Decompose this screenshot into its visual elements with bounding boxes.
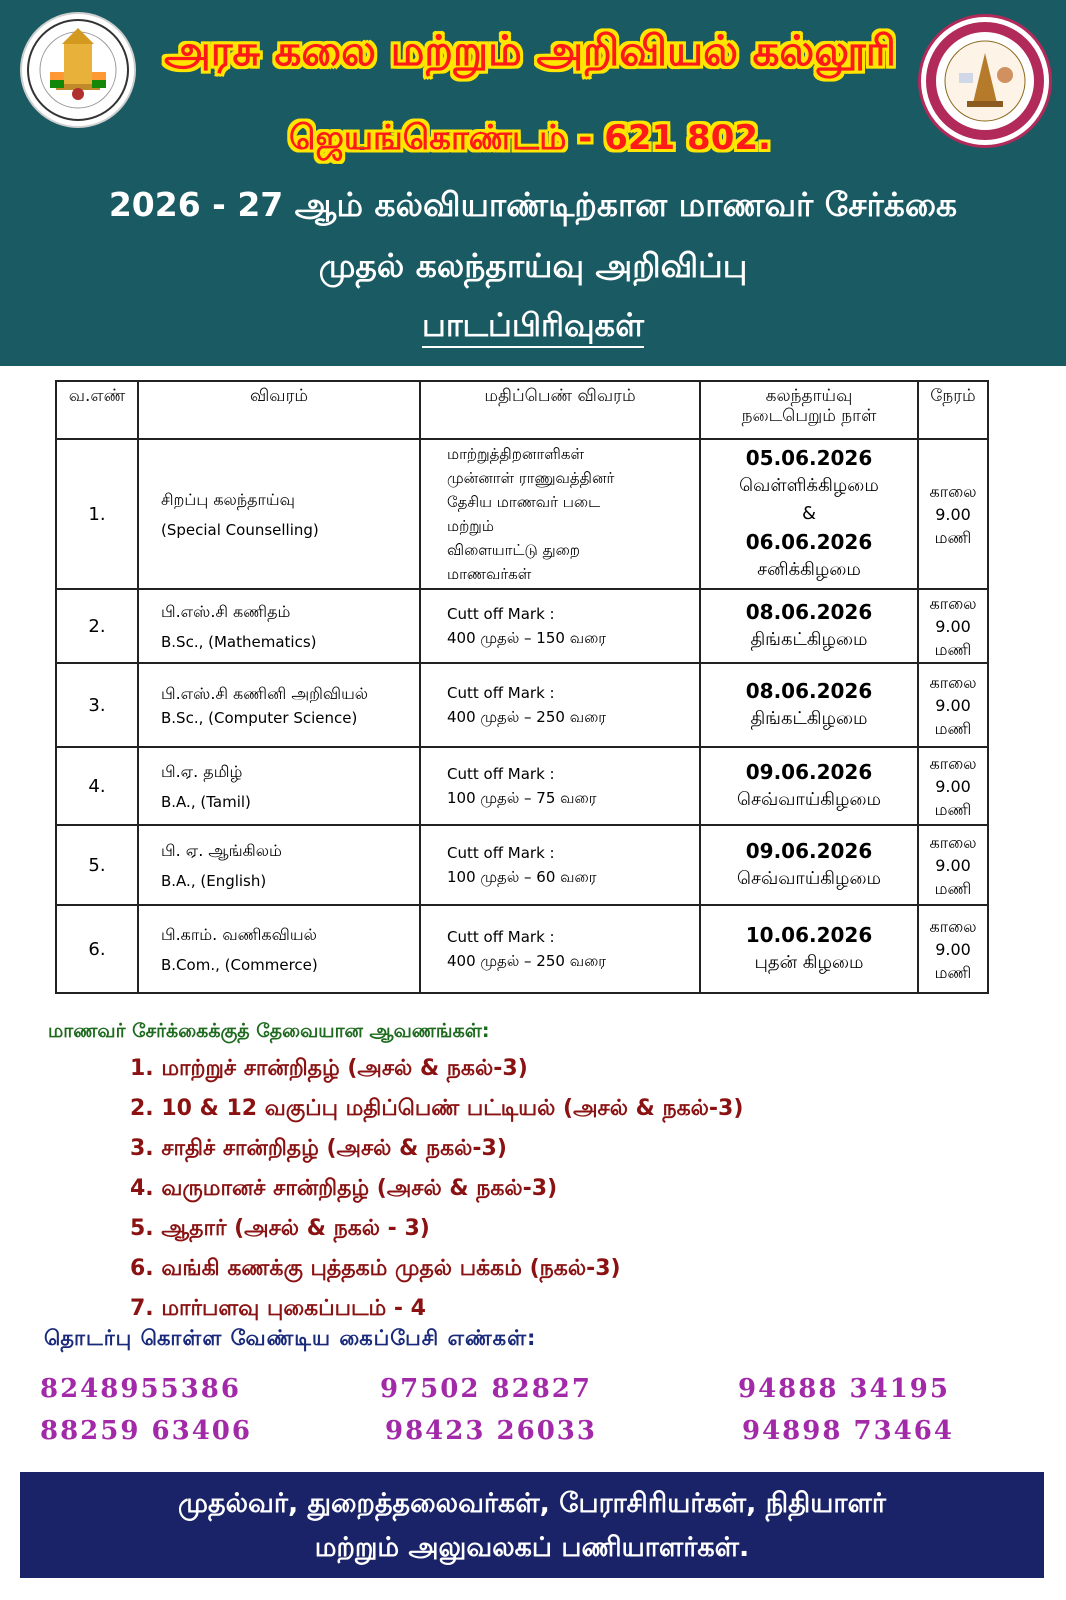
counselling-schedule-table bbox=[55, 380, 989, 994]
phone-number: 94888 34195 bbox=[738, 1374, 950, 1404]
course-title-en: B.Sc., (Mathematics) bbox=[161, 632, 317, 651]
counselling-day: சனிக்கிழமை bbox=[757, 559, 861, 580]
time-period: காலை bbox=[929, 481, 977, 501]
list-item: 2. 10 & 12 வகுப்பு மதிப்பெண் பட்டியல் (அசல் & நகல்-3) bbox=[130, 1096, 744, 1121]
cutoff-label: Cutt off Mark : bbox=[447, 605, 555, 623]
contact-numbers-title: தொடர்பு கொள்ள வேண்டிய கைப்பேசி எண்கள்: bbox=[44, 1326, 537, 1350]
counselling-day: வெள்ளிக்கிழமை bbox=[739, 475, 879, 496]
header-banner bbox=[0, 0, 1066, 366]
cutoff-range: 400 முதல் – 150 வரை bbox=[447, 629, 607, 647]
counselling-date: 08.06.2026 bbox=[745, 600, 873, 624]
time-unit: மணி bbox=[934, 799, 972, 819]
cutoff-range: 100 முதல் – 75 வரை bbox=[447, 789, 597, 807]
footer-line-1: முதல்வர், துறைத்தலைவர்கள், பேராசிரியர்கள், நிதியாளர் bbox=[178, 1488, 886, 1519]
eligible-group: மாணவர்கள் bbox=[447, 565, 532, 583]
required-documents-list bbox=[130, 1056, 743, 1336]
courses-heading: பாடப்பிரிவுகள் bbox=[422, 306, 644, 348]
table-row bbox=[56, 439, 988, 589]
time-period: காலை bbox=[929, 672, 977, 692]
row-details bbox=[138, 589, 420, 663]
table-row bbox=[56, 825, 988, 905]
row-marks bbox=[420, 747, 700, 825]
header-time: நேரம் bbox=[918, 381, 988, 439]
row-details bbox=[138, 905, 420, 993]
counselling-day: திங்கட்கிழமை bbox=[750, 629, 868, 650]
first-counselling-title: முதல் கலந்தாய்வு அறிவிப்பு bbox=[318, 246, 748, 285]
date-separator: & bbox=[801, 503, 817, 524]
time-value: 9.00 bbox=[935, 695, 971, 715]
phone-number: 8248955386 bbox=[40, 1374, 241, 1404]
row-marks bbox=[420, 825, 700, 905]
time-value: 9.00 bbox=[935, 855, 971, 875]
phone-number: 88259 63406 bbox=[40, 1416, 252, 1446]
footer-banner bbox=[20, 1472, 1044, 1578]
college-seal-icon bbox=[921, 17, 1049, 145]
temple-emblem-icon bbox=[22, 14, 134, 126]
row-time bbox=[918, 663, 988, 747]
row-serial: 3. bbox=[56, 663, 138, 747]
row-serial: 5. bbox=[56, 825, 138, 905]
admission-notice-title: 2026 - 27 ஆம் கல்வியாண்டிற்கான மாணவர் சேர்க்கை bbox=[108, 185, 958, 224]
cutoff-range: 400 முதல் – 250 வரை bbox=[447, 708, 607, 726]
counselling-date: 10.06.2026 bbox=[745, 923, 873, 947]
header-date-label: கலந்தாய்வு நடைபெறும் நாள் bbox=[741, 386, 877, 426]
counselling-date: 08.06.2026 bbox=[745, 679, 873, 703]
row-marks bbox=[420, 663, 700, 747]
row-serial: 2. bbox=[56, 589, 138, 663]
list-item: 4. வருமானச் சான்றிதழ் (அசல் & நகல்-3) bbox=[130, 1176, 558, 1201]
list-item: 6. வங்கி கணக்கு புத்தகம் முதல் பக்கம் (நகல்-3) bbox=[130, 1256, 621, 1281]
cutoff-label: Cutt off Mark : bbox=[447, 844, 555, 862]
row-serial: 1. bbox=[56, 439, 138, 589]
tamil-nadu-emblem-logo bbox=[20, 12, 136, 128]
list-item: 1. மாற்றுச் சான்றிதழ் (அசல் & நகல்-3) bbox=[130, 1056, 528, 1081]
course-title-en: B.A., (English) bbox=[161, 871, 267, 890]
time-value: 9.00 bbox=[935, 504, 971, 524]
row-time bbox=[918, 825, 988, 905]
time-period: காலை bbox=[929, 753, 977, 773]
eligible-group: முன்னாள் ராணுவத்தினர் bbox=[447, 469, 615, 487]
row-details bbox=[138, 825, 420, 905]
course-title: பி.ஏ. தமிழ் bbox=[161, 761, 243, 781]
phone-number: 94898 73464 bbox=[742, 1416, 954, 1446]
time-unit: மணி bbox=[934, 527, 972, 547]
course-title: பி.எஸ்.சி கணினி அறிவியல் bbox=[161, 683, 369, 703]
list-item: 5. ஆதார் (அசல் & நகல் - 3) bbox=[130, 1216, 430, 1241]
time-unit: மணி bbox=[934, 639, 972, 659]
eligible-group: விளையாட்டு துறை bbox=[447, 541, 581, 559]
courses-heading-wrap bbox=[0, 306, 1066, 348]
row-date bbox=[700, 439, 918, 589]
course-title: சிறப்பு கலந்தாய்வு bbox=[161, 489, 295, 509]
footer-line-2: மற்றும் அலுவலகப் பணியாளர்கள். bbox=[314, 1532, 750, 1563]
college-place: ஜெயங்கொண்டம் - 621 802. bbox=[289, 118, 771, 158]
cutoff-range: 400 முதல் – 250 வரை bbox=[447, 952, 607, 970]
time-period: காலை bbox=[929, 916, 977, 936]
list-item: 3. சாதிச் சான்றிதழ் (அசல் & நகல்-3) bbox=[130, 1136, 507, 1161]
course-title-en: B.Sc., (Computer Science) bbox=[161, 708, 358, 727]
header-marks: மதிப்பெண் விவரம் bbox=[420, 381, 700, 439]
course-title-en: (Special Counselling) bbox=[161, 520, 319, 539]
eligible-group: மற்றும் bbox=[447, 517, 494, 535]
table-row bbox=[56, 905, 988, 993]
row-marks bbox=[420, 439, 700, 589]
row-time bbox=[918, 589, 988, 663]
row-time bbox=[918, 747, 988, 825]
counselling-day: செவ்வாய்கிழமை bbox=[736, 868, 882, 889]
cutoff-label: Cutt off Mark : bbox=[447, 765, 555, 783]
time-value: 9.00 bbox=[935, 616, 971, 636]
table-header-row bbox=[56, 381, 988, 439]
phone-number: 98423 26033 bbox=[385, 1416, 597, 1446]
row-details bbox=[138, 747, 420, 825]
counselling-day: திங்கட்கிழமை bbox=[750, 708, 868, 729]
table-row bbox=[56, 663, 988, 747]
required-documents-title: மாணவர் சேர்க்கைக்குத் தேவையான ஆவணங்கள்: bbox=[48, 1020, 490, 1042]
college-emblem-logo bbox=[918, 14, 1052, 148]
time-period: காலை bbox=[929, 593, 977, 613]
time-unit: மணி bbox=[934, 718, 972, 738]
course-title: பி. ஏ. ஆங்கிலம் bbox=[161, 840, 282, 860]
eligible-group: மாற்றுத்திறனாளிகள் bbox=[447, 445, 585, 463]
counselling-date: 09.06.2026 bbox=[745, 839, 873, 863]
time-period: காலை bbox=[929, 832, 977, 852]
row-marks bbox=[420, 905, 700, 993]
time-value: 9.00 bbox=[935, 939, 971, 959]
row-serial: 4. bbox=[56, 747, 138, 825]
course-title: பி.எஸ்.சி கணிதம் bbox=[161, 601, 291, 621]
phone-number: 97502 82827 bbox=[380, 1374, 592, 1404]
course-title-en: B.Com., (Commerce) bbox=[161, 955, 318, 974]
row-date bbox=[700, 747, 918, 825]
time-unit: மணி bbox=[934, 962, 972, 982]
row-serial: 6. bbox=[56, 905, 138, 993]
college-name: அரசு கலை மற்றும் அறிவியல் கல்லூரி bbox=[164, 26, 896, 75]
cutoff-label: Cutt off Mark : bbox=[447, 928, 555, 946]
row-marks bbox=[420, 589, 700, 663]
row-details bbox=[138, 663, 420, 747]
table-row bbox=[56, 747, 988, 825]
cutoff-range: 100 முதல் – 60 வரை bbox=[447, 868, 597, 886]
row-date bbox=[700, 663, 918, 747]
table-row bbox=[56, 589, 988, 663]
row-time bbox=[918, 439, 988, 589]
row-time bbox=[918, 905, 988, 993]
course-title: பி.காம். வணிகவியல் bbox=[161, 924, 317, 944]
row-date bbox=[700, 589, 918, 663]
eligible-group: தேசிய மாணவர் படை bbox=[447, 493, 601, 511]
row-date bbox=[700, 905, 918, 993]
row-date bbox=[700, 825, 918, 905]
time-unit: மணி bbox=[934, 878, 972, 898]
header-details: விவரம் bbox=[138, 381, 420, 439]
row-details bbox=[138, 439, 420, 589]
header-date bbox=[700, 381, 918, 439]
counselling-date: 09.06.2026 bbox=[745, 760, 873, 784]
counselling-day: செவ்வாய்கிழமை bbox=[736, 789, 882, 810]
counselling-date: 06.06.2026 bbox=[745, 530, 873, 554]
time-value: 9.00 bbox=[935, 776, 971, 796]
counselling-date: 05.06.2026 bbox=[745, 446, 873, 470]
list-item: 7. மார்பளவு புகைப்படம் - 4 bbox=[130, 1296, 426, 1321]
cutoff-label: Cutt off Mark : bbox=[447, 684, 555, 702]
header-serial: வ.எண் bbox=[56, 381, 138, 439]
course-title-en: B.A., (Tamil) bbox=[161, 792, 251, 811]
counselling-day: புதன் கிழமை bbox=[754, 952, 864, 973]
